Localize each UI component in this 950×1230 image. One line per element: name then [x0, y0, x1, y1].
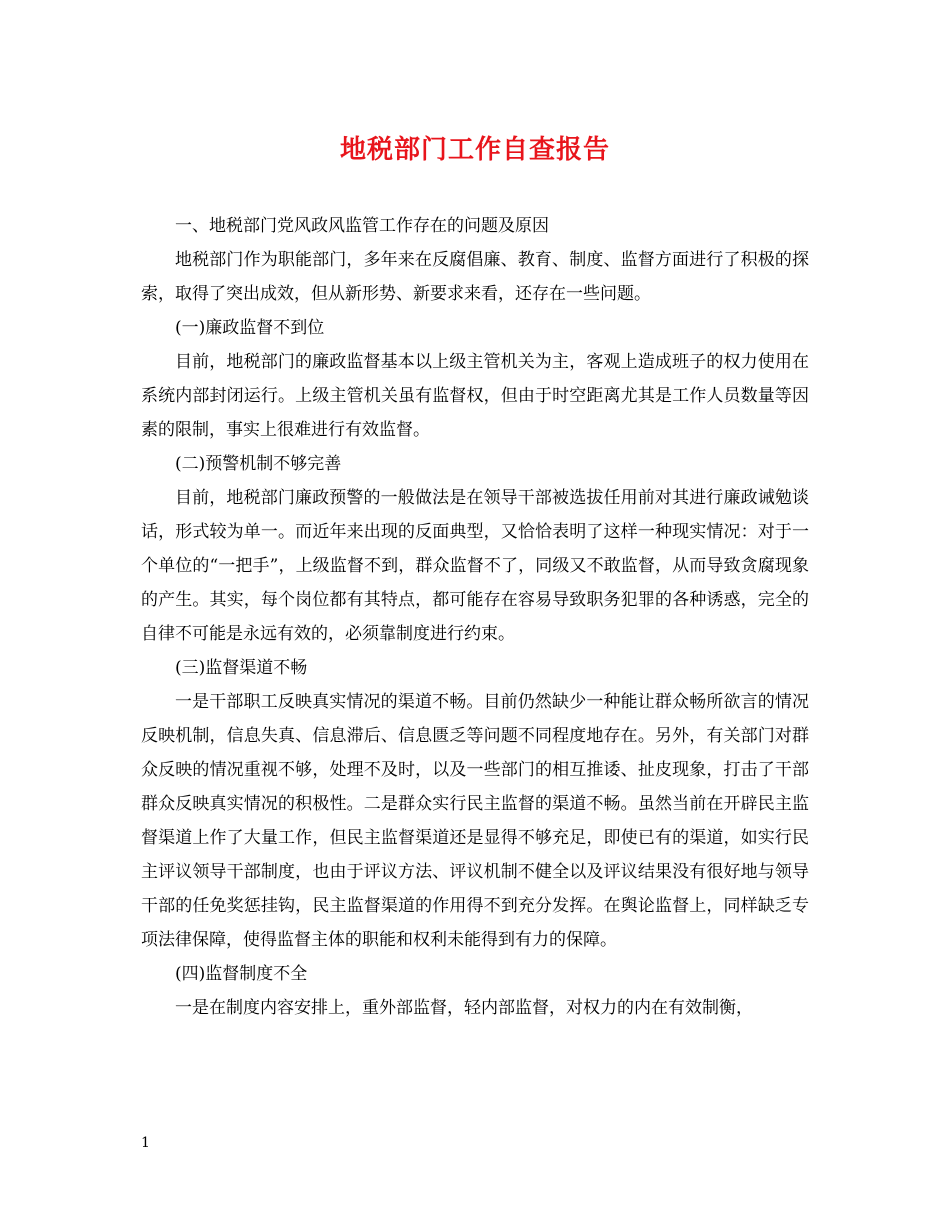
document-title: 地税部门工作自查报告	[339, 135, 610, 165]
body-paragraph: 一是干部职工反映真实情况的渠道不畅。目前仍然缺少一种能让群众畅所欲言的情况反映机制，信息失真、信息滞后、信息匮乏等问题不同程度地存在。另外，有关部门对群众反映的情况重视不够，处理不及时，以及一些部门的相互推诿、扯皮现象，打击了干部群众反映真实情况的积极性。二是群众实行民主监督的渠道不畅。虽然当前在开辟民主监督渠道上作了大量工作，但民主监督渠道还是显得不够充足，即使已有的渠道，如实行民主评议领导干部制度，也由于评议方法、评议机制不健全以及评议结果没有很好地与领导干部的任免奖惩挂钩，民主监督渠道的作用得不到充分发挥。在舆论监督上，同样缺乏专项法律保障，使得监督主体的职能和权利未能得到有力的保障。	[141, 692, 809, 950]
document-body	[141, 209, 809, 1025]
section-heading-1: 一、地税部门党风政风监管工作存在的问题及原因	[175, 216, 549, 236]
subsection-heading-2: (二)预警机制不够完善	[175, 454, 342, 474]
body-paragraph: 目前，地税部门的廉政监督基本以上级主管机关为主，客观上造成班子的权力使用在系统内部封闭运行。上级主管机关虽有监督权，但由于时空距离尤其是工作人员数量等因素的限制，事实上很难进行有效监督。	[141, 352, 809, 440]
subsection-heading-3: (三)监督渠道不畅	[175, 658, 308, 678]
body-paragraph: 目前，地税部门廉政预警的一般做法是在领导干部被选拔任用前对其进行廉政诫勉谈话，形式较为单一。而近年来出现的反面典型，又恰恰表明了这样一种现实情况：对于一个单位的“一把手”，上级监督不到，群众监督不了，同级又不敢监督，从而导致贪腐现象的产生。其实，每个岗位都有其特点，都可能存在容易导致职务犯罪的各种诱惑，完全的自律不可能是永远有效的，必须靠制度进行约束。	[141, 488, 809, 644]
subsection-heading-4: (四)监督制度不全	[175, 964, 308, 984]
body-paragraph: 一是在制度内容安排上，重外部监督，轻内部监督，对权力的内在有效制衡，	[175, 998, 753, 1018]
body-paragraph: 地税部门作为职能部门，多年来在反腐倡廉、教育、制度、监督方面进行了积极的探索，取得了突出成效，但从新形势、新要求来看，还存在一些问题。	[141, 250, 809, 304]
page-number: 1	[141, 1135, 150, 1151]
subsection-heading-1: (一)廉政监督不到位	[175, 318, 325, 338]
